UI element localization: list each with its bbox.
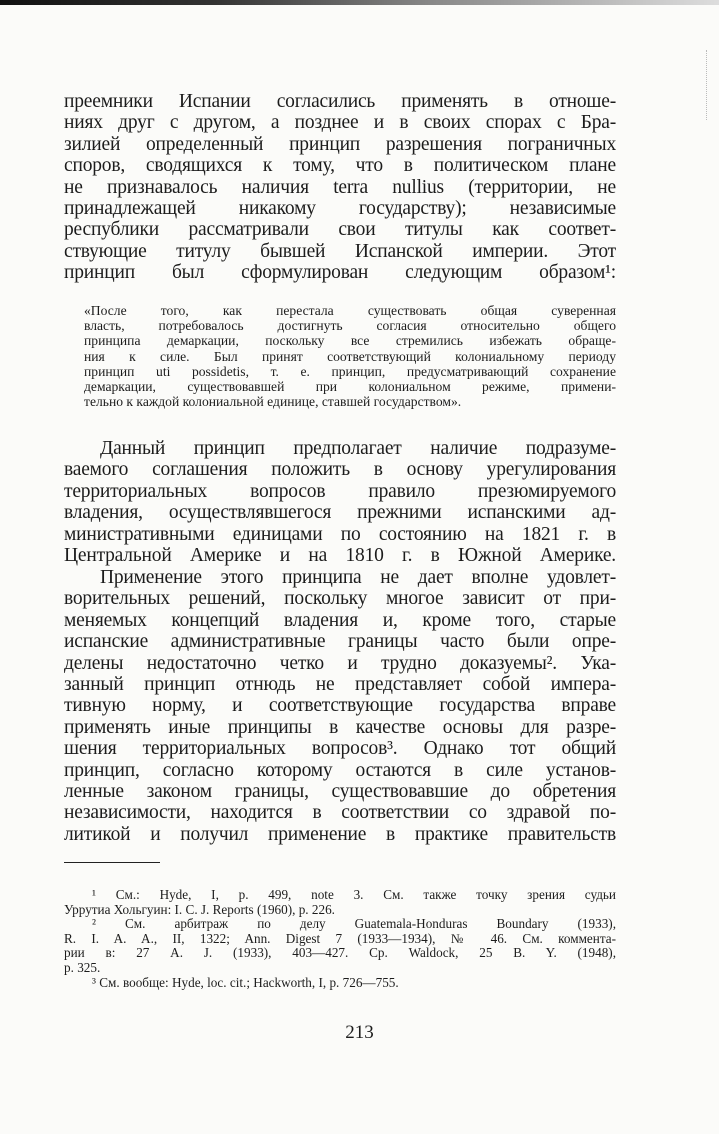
scan-edge-bar bbox=[0, 0, 719, 5]
quote-line: демаркации, существовавшей при колониальном режиме, примени- bbox=[84, 379, 616, 395]
text-line: делены недостаточно четко и трудно доказуемы². Ука- bbox=[64, 652, 616, 674]
quote-line: «После того, как перестала существовать общая суверенная bbox=[84, 303, 616, 318]
text-line: споров, сводящихся к тому, что в политическом плане bbox=[64, 155, 616, 177]
text-line: ворительных решений, поскольку многое зависит от при- bbox=[64, 588, 616, 610]
footnote-line: R. I. A. A., II, 1322; Ann. Digest 7 (1933—1934), № 46. См. коммента- bbox=[64, 930, 616, 946]
text-line: ленные законом границы, существовавшие до обретения bbox=[64, 781, 616, 803]
text-line: ствующие титулу бывшей Испанской империи. Этот bbox=[64, 240, 616, 262]
text-line: ниях друг с другом, а позднее и в своих спорах с Бра- bbox=[64, 112, 616, 134]
paragraph-3 bbox=[64, 567, 616, 845]
block-quote bbox=[84, 303, 616, 409]
quote-line: тельно к каждой колониальной единице, ставшей государством». bbox=[84, 394, 462, 410]
scan-edge-marks bbox=[706, 50, 719, 120]
footnote-line: Уррутиа Хольгуин: I. C. J. Reports (1960), p. 226. bbox=[64, 901, 335, 917]
text-line: ваемого соглашения положить в основу урегулирования bbox=[64, 459, 616, 481]
text-line: преемники Испании согласились применять в отноше- bbox=[64, 91, 616, 112]
text-line: министративными единицами по состоянию на 1821 г. в bbox=[64, 523, 616, 545]
quote-line: принципа демаркации, поскольку все стремились избежать обраще- bbox=[84, 333, 616, 349]
text-line: меняемых концепций владения и, кроме того, старые bbox=[64, 609, 616, 631]
footnote-line: p. 325. bbox=[64, 959, 101, 975]
text-line: тивную норму, и соответствующие государства вправе bbox=[64, 695, 616, 717]
text-line: принцип, согласно которому остаются в силе установ- bbox=[64, 759, 616, 781]
text-line: принцип был сформулирован следующим образом¹: bbox=[64, 262, 616, 284]
text-line: зилией определенный принцип разрешения пограничных bbox=[64, 133, 616, 155]
footnotes bbox=[64, 888, 616, 990]
text-line: применять иные принципы в качестве основы для разре- bbox=[64, 716, 616, 738]
text-line: принадлежащей никакому государству); независимые bbox=[64, 198, 616, 220]
text-line: Применение этого принципа не дает вполне удовлет- bbox=[100, 567, 616, 588]
text-line: независимости, находится в соответствии со здравой по- bbox=[64, 802, 616, 824]
text-line: республики рассматривали свои титулы как соответ- bbox=[64, 219, 616, 241]
quote-line: власть, потребовалось достигнуть согласия относительно общего bbox=[84, 318, 616, 334]
quote-line: ния к силе. Был принят соответствующий колониальному периоду bbox=[84, 348, 616, 364]
footnote-line: ¹ См.: Hyde, I, p. 499, note 3. См. также точку зрения судьи bbox=[92, 887, 616, 902]
footnote-separator bbox=[64, 862, 160, 863]
text-line: Данный принцип предполагает наличие подразуме- bbox=[100, 438, 616, 459]
text-line: Центральной Америке и на 1810 г. в Южной Америке. bbox=[64, 545, 616, 567]
text-line: занный принцип отнюдь не представляет собой импера- bbox=[64, 674, 616, 696]
footnote-line: рии в: 27 A. J. (1933), 403—427. Ср. Waldock, 25 B. Y. (1948), bbox=[64, 945, 616, 961]
footnote-line: ² См. арбитраж по делу Guatemala-Honduras Boundary (1933), bbox=[92, 916, 616, 932]
text-line: литикой и получил применение в практике правительств bbox=[64, 823, 616, 845]
quote-line: принцип uti possidetis, т. е. принцип, предусматривающий сохранение bbox=[84, 363, 616, 379]
text-line: шения территориальных вопросов³. Однако тот общий bbox=[64, 738, 616, 760]
page-number: 213 bbox=[345, 1022, 374, 1043]
text-line: испанские административные границы часто были опре- bbox=[64, 631, 616, 653]
text-line: территориальных вопросов правило презюмируемого bbox=[64, 480, 616, 502]
paragraph-1 bbox=[64, 91, 616, 284]
text-line: владения, осуществлявшегося прежними испанскими ад- bbox=[64, 502, 616, 524]
paragraph-2 bbox=[64, 438, 616, 566]
text-line: не признавалось наличия terra nullius (территории, не bbox=[64, 176, 616, 198]
footnote-line: ³ См. вообще: Hyde, loc. cit.; Hackworth, I, p. 726—755. bbox=[92, 974, 399, 990]
